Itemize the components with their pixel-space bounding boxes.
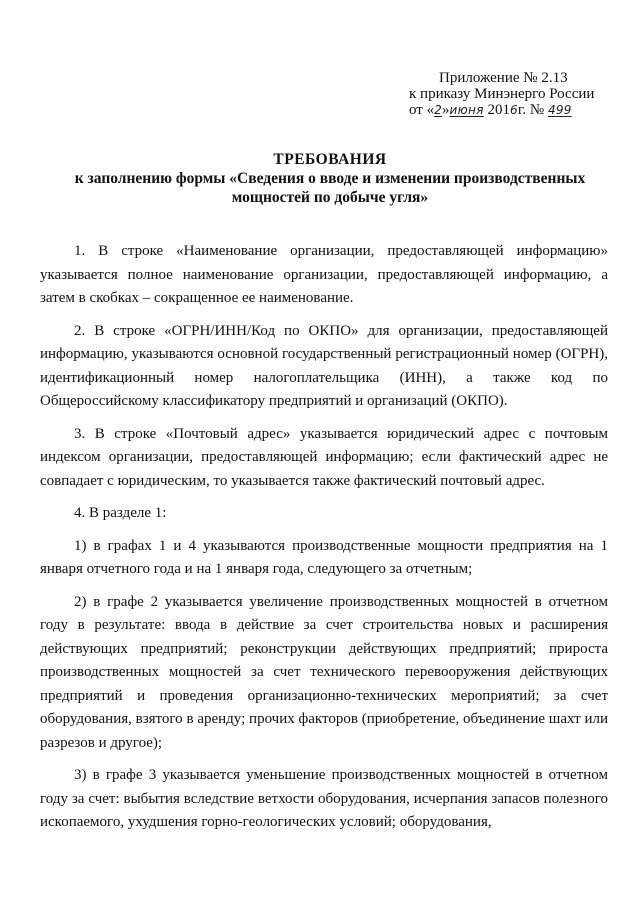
paragraph-4-item-3: 3) в графе 3 указывается уменьшение производственных мощностей в отчетном году за счет: выбытия вследствие ветхости оборудования, исчерпания запасов полезного ископаемого, ухудшения горно-геологических условий; оборудования,: [40, 767, 608, 830]
requirements-title: [40, 150, 620, 207]
paragraph-2: 2. В строке «ОГРН/ИНН/Код по ОКПО» для организации, предоставляющей информацию, указываются основной государственный регистрационный номер (ОГРН), идентификационный номер налогоплательщика (ИНН), а также код по Общероссийскому классификатору предприятий и организаций (ОКПО).: [40, 322, 608, 409]
page-title: ТРЕБОВАНИЯ: [273, 151, 387, 168]
order-reference: к приказу Минэнерго России: [409, 86, 595, 102]
handwritten-order-number: 499: [547, 103, 572, 117]
date-prefix: от «: [409, 102, 435, 118]
order-date-number: [409, 102, 609, 118]
subtitle-line-2: мощностей по добыче угля»: [231, 189, 429, 206]
appendix-number: Приложение № 2.13: [439, 70, 568, 86]
handwritten-year-digit: 6: [509, 103, 518, 117]
paragraph-4-item-1: 1) в графах 1 и 4 указываются производственные мощности предприятия на 1 января отчетного года и на 1 января года, следующего за отчетным;: [40, 537, 608, 577]
handwritten-day: 2: [434, 103, 443, 117]
handwritten-month: июня: [449, 103, 484, 117]
subtitle-line-1: к заполнению формы «Сведения о вводе и изменении производственных: [74, 170, 586, 187]
appendix-header: [409, 70, 609, 118]
paragraph-3: 3. В строке «Почтовый адрес» указывается юридический адрес с почтовым индексом организации, предоставляющей информацию; если фактический адрес не совпадает с юридическим, то указывается также фактический почтовый адрес.: [40, 425, 608, 489]
date-separator: »: [442, 102, 450, 118]
year-prefix: 201: [483, 102, 510, 118]
paragraph-1: 1. В строке «Наименование организации, предоставляющей информацию» указывается полное наименование организации, предоставляющей информацию, а затем в скобках – сокращенное ее наименование.: [40, 243, 608, 306]
year-suffix: г. №: [517, 102, 548, 118]
paragraph-4-item-2: 2) в графе 2 указывается увеличение производственных мощностей в отчетном году в результате: ввода в действие за счет строительства новых и расширения действующих предприятий; реконструкции действующих предприятий; прироста производственных мощностей за счет технического перевооружения действующих предприятий и проведения организационно-технических мероприятий; за счет оборудования, взятого в аренду; прочих факторов (приобретение, объединение шахт или разрезов и другое);: [40, 593, 608, 751]
document-body: [40, 240, 608, 844]
paragraph-4: 4. В разделе 1:: [74, 505, 167, 521]
